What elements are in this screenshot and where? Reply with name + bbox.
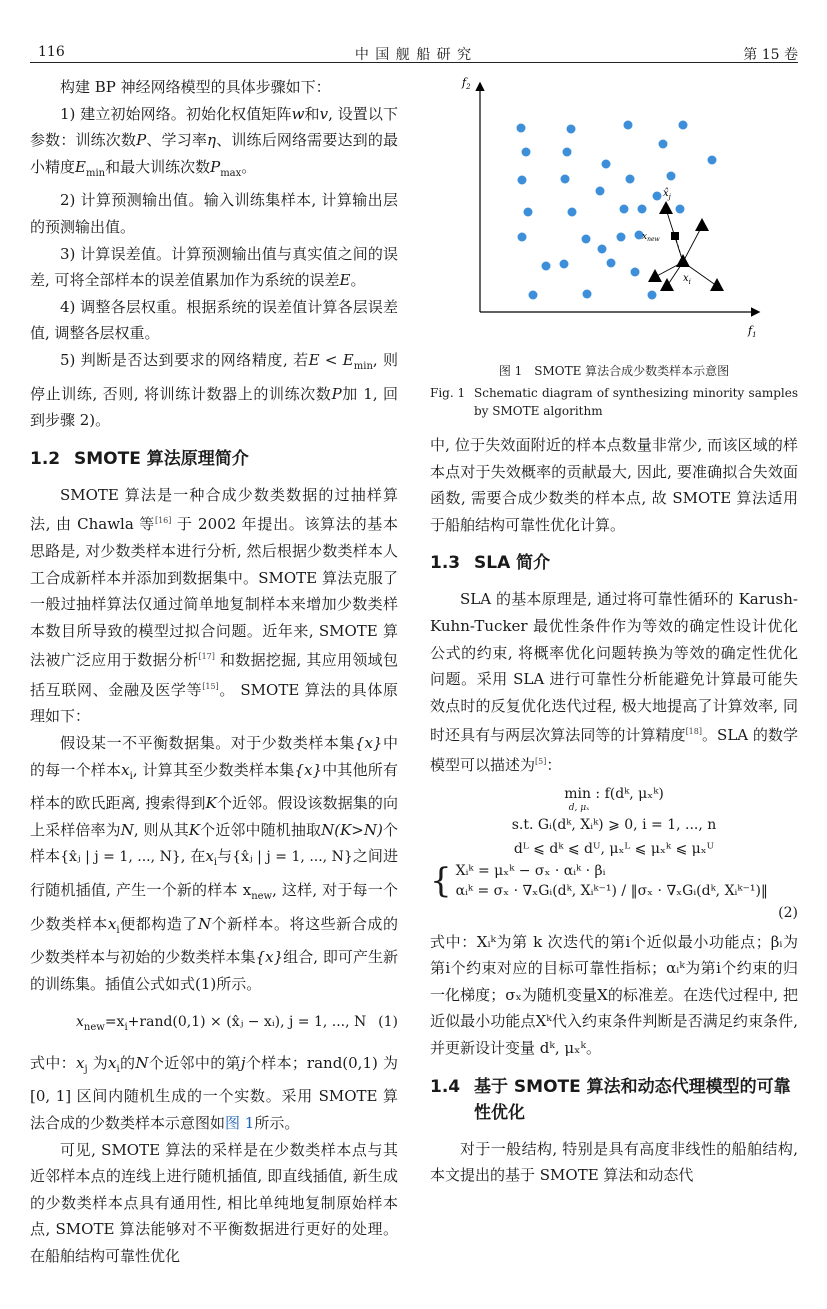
section-number: 1.4 — [430, 1076, 461, 1097]
majority-point — [560, 260, 569, 269]
minority-point — [695, 218, 709, 231]
x-axis-label: $f_1$ — [748, 324, 757, 339]
equation-2 — [430, 785, 798, 925]
citation: [17] — [198, 652, 215, 662]
left-column — [30, 74, 398, 1270]
majority-point — [518, 233, 527, 242]
sla-paragraph: SLA 的基本原理是, 通过将可靠性循环的 Karush-Kuhn-Tucker 最优性条件作为等效的确定性设计优化公式的约束, 将概率优化问题转换为等效的确定性优化问题。采用 SLA 进行可靠性分析能避免计算最可能失效点时的反复优化迭代过程, 极大地提高了计算效率, 同时还具有与两层次算法同等的计算精度[18]。SLA 的数学模型可以描述为[5]： — [430, 590, 798, 774]
figure-1 — [430, 72, 798, 362]
section-title: SMOTE 算法原理简介 — [74, 448, 249, 469]
step-2: 2) 计算预测输出值。输入训练集样本, 计算输出层的预测输出值。 — [30, 191, 398, 236]
figure-reference-link[interactable]: 图 1 — [225, 1113, 255, 1132]
step-1: 1) 建立初始网络。初始化权值矩阵w和v, 设置以下参数：训练次数P、学习率η、训练后网络需要达到的最小精度$E_{min}$和最大训练次数$P_{max}$。 — [30, 104, 398, 179]
majority-point — [524, 208, 533, 217]
equation-1 — [30, 1009, 398, 1041]
equation-2-objective-under: d, μₓ — [568, 802, 590, 813]
section-title: SLA 简介 — [474, 553, 551, 574]
section-1-4-paragraph: 对于一般结构, 特别是具有高度非线性的船舶结构, 本文提出的基于 SMOTE 算法和动态代 — [430, 1139, 798, 1185]
label-xhat: $x̂_j$ — [663, 188, 671, 201]
neighbor-line — [683, 226, 702, 262]
section-number: 1.3 — [430, 553, 461, 574]
majority-point — [708, 156, 717, 165]
smote-paragraph-3: 可见, SMOTE 算法的采样是在少数类样本点与其近邻样本点的连线上进行随机插值, 即直线插值, 新生成的少数类样本点具有通用性, 相比单纯地复制原始样本点, SMOTE 算法能够对不平衡数据进行更好的处理。在船舶结构可靠性优化 — [30, 1140, 398, 1265]
majority-point — [561, 175, 570, 184]
majority-point — [517, 124, 526, 133]
minority-point-xi — [676, 254, 690, 267]
equation-1-number: (1) — [378, 1014, 398, 1031]
majority-point — [631, 268, 640, 277]
step-4: 4) 调整各层权重。根据系统的误差值计算各层误差值, 调整各层权重。 — [30, 297, 398, 343]
right-column — [430, 72, 798, 1189]
majority-point — [583, 290, 592, 299]
majority-point — [542, 262, 551, 271]
majority-point — [624, 121, 633, 130]
equation-2-explanation: 式中：Xᵢᵏ为第 k 次迭代的第i个近似最小功能点；βᵢ为第i个约束对应的目标可靠性指标；αᵢᵏ为第i个约束的归一化梯度；σₓ为随机变量X的标准差。在迭代过程中, 把近似最小功能点Xᵏ代入约束条件判断是否满足约束条件, 并更新设计变量 dᵏ, μₓᵏ。 — [430, 932, 798, 1057]
figure-caption-cn: 图 1 SMOTE 算法合成少数类样本示意图 — [498, 364, 730, 378]
equation-1-body: $x_{new}=x_i+rand(0,1)$ × (x̂ⱼ − xᵢ), j = 1, ..., N — [76, 1014, 367, 1034]
majority-point — [568, 208, 577, 217]
majority-point — [607, 259, 616, 268]
majority-point — [676, 205, 685, 214]
section-heading-1-3 — [430, 550, 798, 576]
majority-point — [648, 291, 657, 300]
equation-2-number: (2) — [778, 904, 798, 921]
equation-2-line-5: αᵢᵏ = σₓ · ∇ₓGᵢ(dᵏ, Xᵢᵏ⁻¹) / ‖σₓ · ∇ₓGᵢ(dᵏ, Xᵢᵏ⁻¹)‖ — [455, 882, 768, 899]
majority-point — [596, 187, 605, 196]
majority-point — [522, 148, 531, 157]
figure-caption-en-text: Schematic diagram of synthesizing minority samples by SMOTE algorithm — [474, 386, 798, 418]
majority-point — [626, 175, 635, 184]
left-brace: { — [430, 860, 452, 901]
equation-2-objective: min : f(dᵏ, μₓᵏ) — [564, 785, 664, 802]
minority-point — [660, 278, 674, 291]
volume-label: 第 15 卷 — [743, 47, 798, 63]
majority-point — [679, 121, 688, 130]
smote-paragraph-2: 假设某一不平衡数据集。对于少数类样本集{x}中的每一个样本$x_i$, 计算其至少数类样本集{x}中其他所有样本的欧氏距离, 搜索得到K个近邻。假设该数据集的向上采样倍率为N, 则从其K个近邻中随机抽取N(K>N)个样本{x̂ⱼ | j = 1, ..., N}, 在$x_i$与{x̂ⱼ | j = 1, ..., N}之间进行随机插值, 产生一个新的样本 $x_{new}$, 这样, 对于每一个少数类样本$x_i$便都构造了N个新样本。将这些新合成的少数类样本与初始的少数类样本集{x}组合, 即可产生新的训练集。插值公式如式(1)所示。 — [30, 734, 399, 993]
majority-point — [563, 148, 572, 157]
minority-neighbor-xhat — [659, 201, 673, 214]
citation: [18] — [685, 727, 702, 737]
equation-1-explanation: 式中：$x_j$ 为$x_i$的N个近邻中的第j个样本；rand(0,1) 为 [0, 1] 区间内随机生成的一个实数。采用 SMOTE 算法合成的少数类样本示意图如图 1所示。 — [30, 1053, 398, 1132]
majority-point — [602, 160, 611, 169]
majority-point — [620, 205, 629, 214]
step-5: 5) 判断是否达到要求的网络精度, 若$E < E_{min}$, 则停止训练, 否则, 将训练计数器上的训练次数P加 1, 回到步骤 2)。 — [30, 350, 398, 430]
figure-caption-en — [430, 384, 798, 420]
majority-point — [567, 125, 576, 134]
majority-point — [582, 235, 591, 244]
minority-point — [710, 278, 724, 291]
section-title: 基于 SMOTE 算法和动态代理模型的可靠性优化 — [474, 1076, 791, 1123]
citation: [16] — [154, 516, 172, 526]
majority-point — [518, 176, 527, 185]
y-axis-label: $f_2$ — [462, 76, 471, 91]
majority-point — [529, 291, 538, 300]
journal-name: 中 国 舰 船 研 究 — [354, 47, 473, 63]
equation-2-constraint: s.t. Gᵢ(dᵏ, Xᵢᵏ) ⩾ 0, i = 1, ..., n — [511, 816, 717, 833]
section-heading-1-4 — [430, 1074, 798, 1126]
smote-scatter-diagram — [430, 72, 798, 362]
figure-caption-en-label: Fig. 1 — [430, 386, 466, 400]
page-number: 116 — [38, 44, 65, 60]
step-3: 3) 计算误差值。计算预测输出值与真实值之间的误差, 可将全部样本的误差值累加作为系统的误差E。 — [30, 244, 398, 290]
citation: [5] — [535, 756, 547, 766]
equation-2-line-4: Xᵢᵏ = μₓᵏ − σₓ · αᵢᵏ · βᵢ — [455, 862, 606, 879]
section-number: 1.2 — [30, 448, 61, 469]
equation-2-brace-group — [430, 861, 798, 901]
intro-paragraph: 构建 BP 神经网络模型的具体步骤如下： — [60, 78, 331, 96]
majority-point — [598, 245, 607, 254]
label-xnew: $x_{new}$ — [642, 232, 660, 243]
majority-point — [667, 172, 676, 181]
section-heading-1-2 — [30, 446, 398, 472]
label-xi: $x_i$ — [683, 273, 691, 286]
continued-paragraph: 中, 位于失效面附近的样本点数量非常少, 而该区域的样本点对于失效概率的贡献最大, 因此, 要准确拟合失效面函数, 需要合成少数类的样本点, 故 SMOTE 算法适用于船舶结构可靠性优化计算。 — [430, 436, 798, 534]
majority-point — [653, 192, 662, 201]
equation-2-bounds: dᴸ ⩽ dᵏ ⩽ dᵁ, μₓᴸ ⩽ μₓᵏ ⩽ μₓᵁ — [513, 840, 715, 857]
majority-point — [659, 140, 668, 149]
synthetic-sample-xnew — [671, 232, 679, 240]
majority-point — [638, 205, 647, 214]
header-rule — [30, 62, 798, 63]
smote-paragraph-1: SMOTE 算法是一种合成少数类数据的过抽样算法, 由 Chawla 等[16] 于 2002 年提出。该算法的基本思路是, 对少数类样本进行分析, 然后根据少数类样本人工合成新样本并添加到数据集中。SMOTE 算法克服了一般过抽样算法仅通过简单地复制样本来增加少数类样本数目所导致的模型过拟合问题。近年来, SMOTE 算法被广泛应用于数据分析[17] 和数据挖掘, 其应用领域包括互联网、金融及医学等[15]。 SMOTE 算法的具体原理如下： — [30, 485, 398, 726]
majority-point — [617, 233, 626, 242]
citation: [15] — [202, 681, 219, 691]
minority-point — [648, 269, 662, 282]
